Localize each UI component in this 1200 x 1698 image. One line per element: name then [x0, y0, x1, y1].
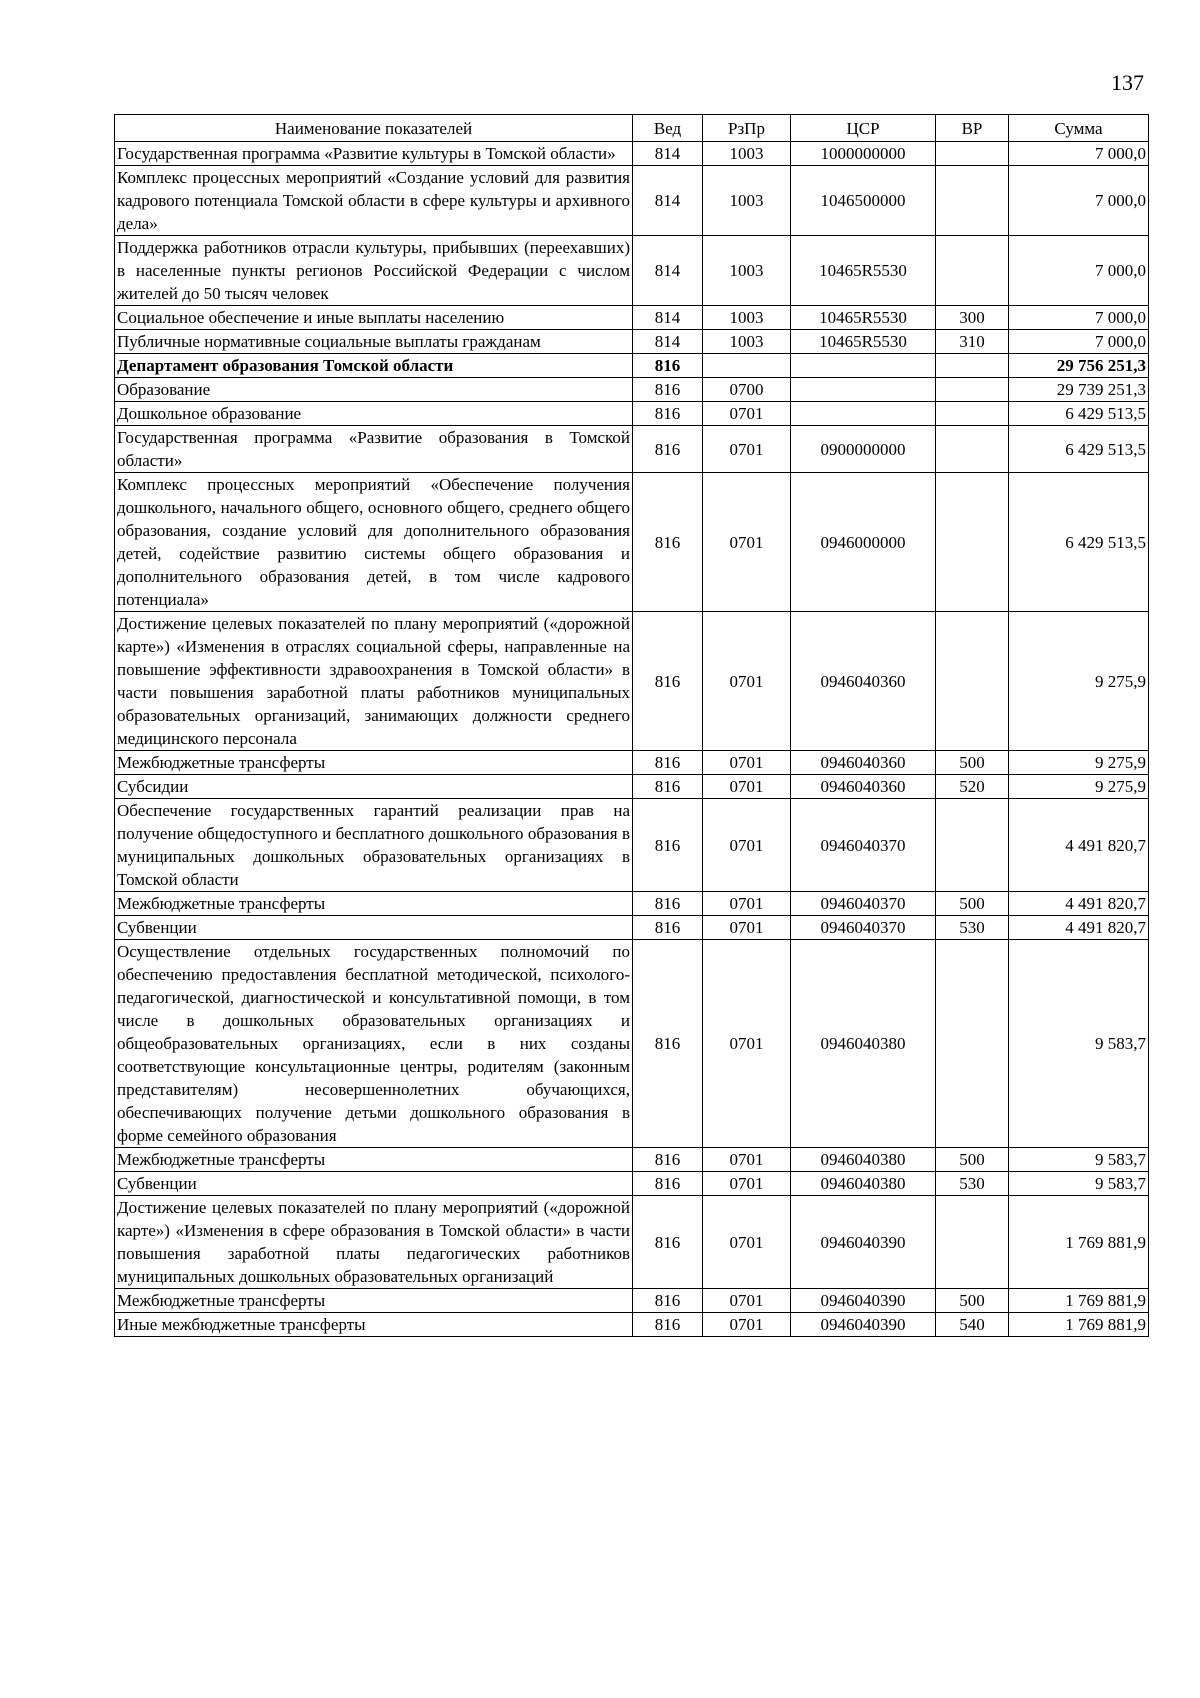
table-header-row	[115, 115, 1149, 142]
cell-ved: 816	[633, 1289, 703, 1313]
cell-ved: 816	[633, 426, 703, 473]
cell-name: Межбюджетные трансферты	[115, 1289, 633, 1313]
cell-vr: 520	[936, 775, 1009, 799]
cell-vr	[936, 426, 1009, 473]
cell-name: Субвенции	[115, 916, 633, 940]
cell-vr	[936, 402, 1009, 426]
cell-ved: 816	[633, 354, 703, 378]
cell-sum: 9 275,9	[1009, 751, 1149, 775]
cell-sum: 7 000,0	[1009, 330, 1149, 354]
cell-csr: 10465R5530	[791, 306, 936, 330]
cell-name: Субсидии	[115, 775, 633, 799]
cell-csr: 0900000000	[791, 426, 936, 473]
cell-csr: 10465R5530	[791, 330, 936, 354]
cell-name: Социальное обеспечение и иные выплаты населению	[115, 306, 633, 330]
cell-sum: 4 491 820,7	[1009, 799, 1149, 892]
cell-vr	[936, 142, 1009, 166]
cell-rzpr: 0701	[703, 775, 791, 799]
cell-sum: 7 000,0	[1009, 166, 1149, 236]
table-row	[115, 330, 1149, 354]
table-row	[115, 1289, 1149, 1313]
cell-rzpr: 0701	[703, 1196, 791, 1289]
cell-ved: 814	[633, 306, 703, 330]
cell-csr	[791, 402, 936, 426]
cell-rzpr: 1003	[703, 330, 791, 354]
cell-ved: 814	[633, 166, 703, 236]
cell-ved: 814	[633, 330, 703, 354]
cell-vr	[936, 612, 1009, 751]
cell-vr: 300	[936, 306, 1009, 330]
cell-name: Департамент образования Томской области	[115, 354, 633, 378]
cell-csr: 0946040380	[791, 940, 936, 1148]
cell-vr	[936, 1196, 1009, 1289]
cell-csr	[791, 354, 936, 378]
table-row	[115, 916, 1149, 940]
cell-name: Межбюджетные трансферты	[115, 751, 633, 775]
table-row	[115, 1313, 1149, 1337]
cell-rzpr	[703, 354, 791, 378]
cell-name: Поддержка работников отрасли культуры, прибывших (переехавших) в населенные пункты регионов Российской Федерации с числом жителей до 50 тысяч человек	[115, 236, 633, 306]
cell-name: Субвенции	[115, 1172, 633, 1196]
column-header-rzpr: РзПр	[703, 115, 791, 142]
cell-sum: 6 429 513,5	[1009, 426, 1149, 473]
cell-rzpr: 0701	[703, 1148, 791, 1172]
table-row	[115, 1148, 1149, 1172]
column-header-vr: ВР	[936, 115, 1009, 142]
cell-name: Государственная программа «Развитие культуры в Томской области»	[115, 142, 633, 166]
cell-name: Межбюджетные трансферты	[115, 1148, 633, 1172]
budget-table	[114, 114, 1149, 1337]
cell-rzpr: 0701	[703, 751, 791, 775]
cell-vr: 500	[936, 751, 1009, 775]
cell-sum: 4 491 820,7	[1009, 916, 1149, 940]
cell-ved: 816	[633, 940, 703, 1148]
cell-vr	[936, 473, 1009, 612]
cell-ved: 816	[633, 378, 703, 402]
table-row	[115, 612, 1149, 751]
cell-ved: 816	[633, 775, 703, 799]
cell-csr: 1000000000	[791, 142, 936, 166]
cell-rzpr: 1003	[703, 142, 791, 166]
cell-ved: 814	[633, 142, 703, 166]
cell-rzpr: 0701	[703, 612, 791, 751]
column-header-csr: ЦСР	[791, 115, 936, 142]
cell-name: Межбюджетные трансферты	[115, 892, 633, 916]
cell-sum: 4 491 820,7	[1009, 892, 1149, 916]
table-row	[115, 1172, 1149, 1196]
table-row	[115, 306, 1149, 330]
cell-sum: 7 000,0	[1009, 142, 1149, 166]
table-row	[115, 142, 1149, 166]
cell-rzpr: 1003	[703, 166, 791, 236]
table-row	[115, 751, 1149, 775]
cell-csr: 0946040370	[791, 892, 936, 916]
cell-rzpr: 0701	[703, 473, 791, 612]
cell-rzpr: 0701	[703, 426, 791, 473]
cell-csr: 0946040390	[791, 1196, 936, 1289]
cell-vr: 500	[936, 1289, 1009, 1313]
page-number: 137	[1111, 70, 1144, 95]
cell-name: Дошкольное образование	[115, 402, 633, 426]
table-row	[115, 775, 1149, 799]
cell-vr	[936, 354, 1009, 378]
cell-name: Государственная программа «Развитие образования в Томской области»	[115, 426, 633, 473]
cell-rzpr: 0701	[703, 1313, 791, 1337]
column-header-sum: Сумма	[1009, 115, 1149, 142]
cell-vr: 500	[936, 1148, 1009, 1172]
cell-sum: 1 769 881,9	[1009, 1289, 1149, 1313]
cell-sum: 9 583,7	[1009, 1172, 1149, 1196]
cell-ved: 816	[633, 1172, 703, 1196]
cell-csr: 0946040390	[791, 1313, 936, 1337]
column-header-name: Наименование показателей	[115, 115, 633, 142]
cell-csr: 1046500000	[791, 166, 936, 236]
cell-sum: 1 769 881,9	[1009, 1196, 1149, 1289]
cell-sum: 7 000,0	[1009, 306, 1149, 330]
cell-sum: 1 769 881,9	[1009, 1313, 1149, 1337]
cell-rzpr: 0701	[703, 916, 791, 940]
cell-csr: 0946000000	[791, 473, 936, 612]
cell-rzpr: 0701	[703, 799, 791, 892]
cell-ved: 816	[633, 473, 703, 612]
cell-ved: 816	[633, 402, 703, 426]
cell-vr: 500	[936, 892, 1009, 916]
cell-csr: 0946040390	[791, 1289, 936, 1313]
cell-vr: 310	[936, 330, 1009, 354]
cell-sum: 9 583,7	[1009, 1148, 1149, 1172]
cell-ved: 816	[633, 612, 703, 751]
cell-name: Комплекс процессных мероприятий «Обеспечение получения дошкольного, начального общего, основного общего, среднего общего образования, создание условий для дополнительного образования детей, содействие развитию системы общего образования и дополнительного образования детей, в том числе кадрового потенциала»	[115, 473, 633, 612]
cell-sum: 29 756 251,3	[1009, 354, 1149, 378]
cell-rzpr: 0700	[703, 378, 791, 402]
table-row	[115, 892, 1149, 916]
cell-rzpr: 0701	[703, 402, 791, 426]
table-row	[115, 426, 1149, 473]
cell-ved: 816	[633, 892, 703, 916]
cell-ved: 814	[633, 236, 703, 306]
cell-ved: 816	[633, 916, 703, 940]
cell-csr: 0946040370	[791, 799, 936, 892]
cell-rzpr: 0701	[703, 892, 791, 916]
cell-name: Достижение целевых показателей по плану мероприятий («дорожной карте») «Изменения в отраслях социальной сферы, направленные на повышение эффективности здравоохранения в Томской области» в части повышения заработной платы работников муниципальных образовательных организаций, занимающих должности среднего медицинского персонала	[115, 612, 633, 751]
cell-vr: 530	[936, 1172, 1009, 1196]
cell-vr: 530	[936, 916, 1009, 940]
table-row	[115, 1196, 1149, 1289]
table-row	[115, 402, 1149, 426]
cell-ved: 816	[633, 1148, 703, 1172]
cell-vr	[936, 236, 1009, 306]
cell-ved: 816	[633, 1313, 703, 1337]
cell-sum: 7 000,0	[1009, 236, 1149, 306]
cell-csr: 0946040360	[791, 751, 936, 775]
cell-sum: 6 429 513,5	[1009, 402, 1149, 426]
cell-ved: 816	[633, 799, 703, 892]
table-row	[115, 236, 1149, 306]
cell-rzpr: 0701	[703, 940, 791, 1148]
cell-name: Осуществление отдельных государственных полномочий по обеспечению предоставления бесплатной методической, психолого-педагогической, диагностической и консультативной помощи, в том числе в дошкольных образовательных организациях и общеобразовательных организациях, если в них созданы соответствующие консультационные центры, родителям (законным представителям) несовершеннолетних обучающихся, обеспечивающих получение детьми дошкольного образования в форме семейного образования	[115, 940, 633, 1148]
table-body	[115, 142, 1149, 1337]
table-row	[115, 378, 1149, 402]
table-row	[115, 940, 1149, 1148]
cell-csr: 0946040380	[791, 1148, 936, 1172]
cell-name: Образование	[115, 378, 633, 402]
cell-vr	[936, 940, 1009, 1148]
table-row	[115, 473, 1149, 612]
table-row	[115, 354, 1149, 378]
cell-vr	[936, 378, 1009, 402]
cell-vr	[936, 799, 1009, 892]
cell-name: Публичные нормативные социальные выплаты гражданам	[115, 330, 633, 354]
cell-name: Обеспечение государственных гарантий реализации прав на получение общедоступного и бесплатного дошкольного образования в муниципальных дошкольных образовательных организациях в Томской области	[115, 799, 633, 892]
table-row	[115, 166, 1149, 236]
cell-vr	[936, 166, 1009, 236]
cell-rzpr: 1003	[703, 306, 791, 330]
cell-sum: 9 275,9	[1009, 775, 1149, 799]
cell-csr: 0946040370	[791, 916, 936, 940]
table-row	[115, 799, 1149, 892]
cell-ved: 816	[633, 751, 703, 775]
cell-rzpr: 0701	[703, 1172, 791, 1196]
column-header-ved: Вед	[633, 115, 703, 142]
cell-csr: 0946040360	[791, 775, 936, 799]
cell-name: Иные межбюджетные трансферты	[115, 1313, 633, 1337]
cell-rzpr: 1003	[703, 236, 791, 306]
cell-sum: 9 583,7	[1009, 940, 1149, 1148]
cell-rzpr: 0701	[703, 1289, 791, 1313]
cell-csr: 0946040360	[791, 612, 936, 751]
cell-csr	[791, 378, 936, 402]
cell-sum: 9 275,9	[1009, 612, 1149, 751]
cell-sum: 6 429 513,5	[1009, 473, 1149, 612]
cell-vr: 540	[936, 1313, 1009, 1337]
cell-sum: 29 739 251,3	[1009, 378, 1149, 402]
cell-ved: 816	[633, 1196, 703, 1289]
cell-csr: 0946040380	[791, 1172, 936, 1196]
cell-csr: 10465R5530	[791, 236, 936, 306]
cell-name: Комплекс процессных мероприятий «Создание условий для развития кадрового потенциала Томской области в сфере культуры и архивного дела»	[115, 166, 633, 236]
cell-name: Достижение целевых показателей по плану мероприятий («дорожной карте») «Изменения в сфере образования в Томской области» в части повышения заработной платы педагогических работников муниципальных дошкольных образовательных организаций	[115, 1196, 633, 1289]
